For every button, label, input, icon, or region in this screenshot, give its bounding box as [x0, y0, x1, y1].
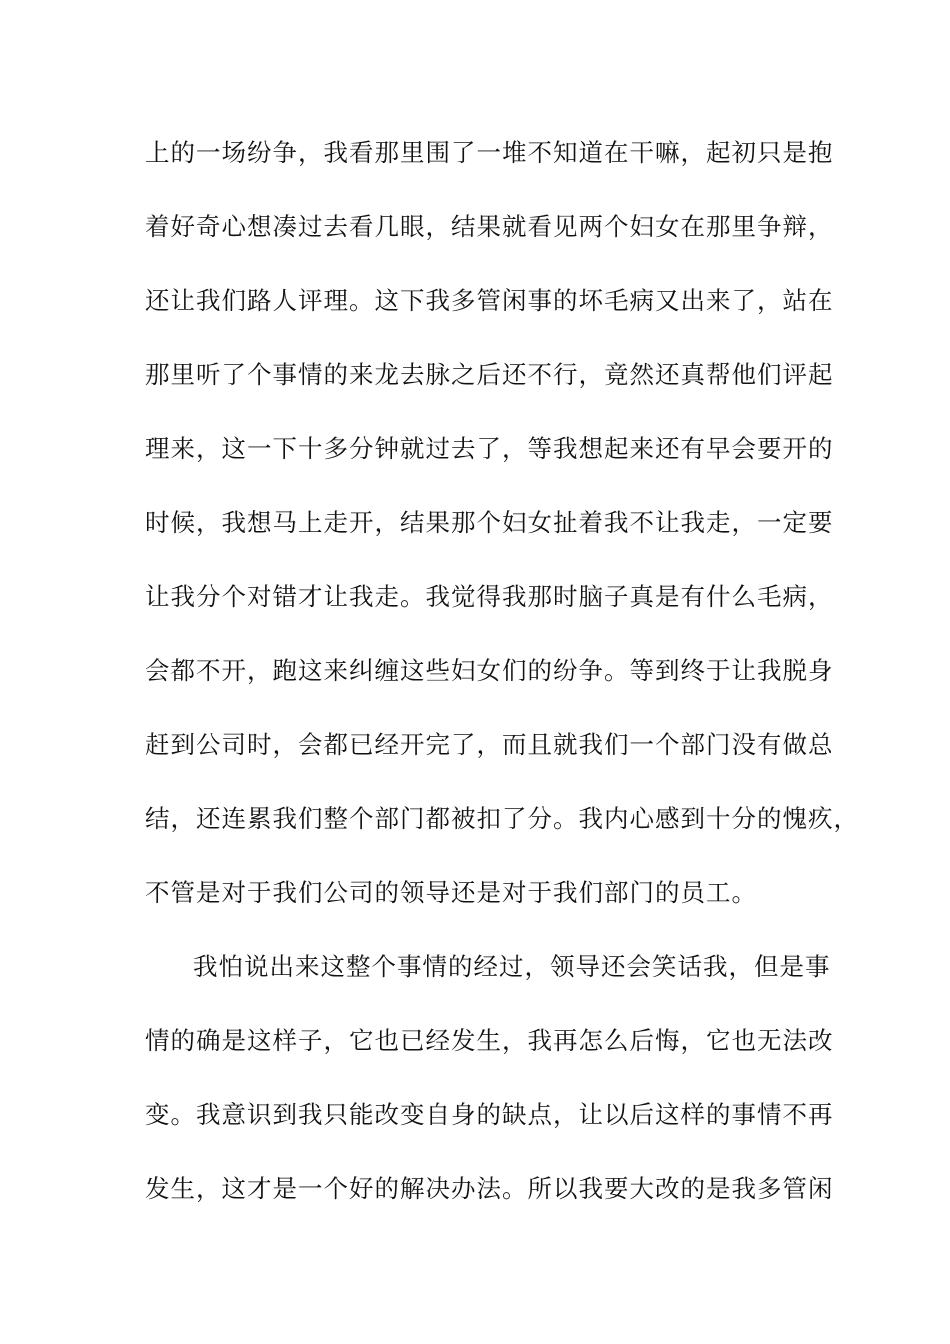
text-line: 让我分个对错才让我走。我觉得我那时脑子真是有什么毛病，: [145, 582, 834, 611]
text-line: 还让我们路人评理。这下我多管闲事的坏毛病又出来了，站在: [145, 286, 834, 315]
text-line: 会都不开，跑这来纠缠这些妇女们的纷争。等到终于让我脱身: [145, 656, 834, 685]
paragraph-first-line: 我怕说出来这整个事情的经过，领导还会笑话我，但是事: [193, 952, 831, 981]
text-line: 上的一场纷争，我看那里围了一堆不知道在干嘛，起初只是抱: [145, 138, 834, 167]
text-line: 着好奇心想凑过去看几眼，结果就看见两个妇女在那里争辩，: [145, 212, 834, 241]
text-line: 理来，这一下十多分钟就过去了，等我想起来还有早会要开的: [145, 434, 834, 463]
text-line: 赶到公司时，会都已经开完了，而且就我们一个部门没有做总: [145, 730, 834, 759]
text-line: 变。我意识到我只能改变自身的缺点，让以后这样的事情不再: [145, 1100, 834, 1129]
text-line: 结，还连累我们整个部门都被扣了分。我内心感到十分的愧疚，: [145, 804, 859, 833]
text-line: 情的确是这样子，它也已经发生，我再怎么后悔，它也无法改: [145, 1026, 834, 1055]
text-line: 那里听了个事情的来龙去脉之后还不行，竟然还真帮他们评起: [145, 360, 834, 389]
text-line: 不管是对于我们公司的领导还是对于我们部门的员工。: [145, 878, 757, 907]
text-line: 发生，这才是一个好的解决办法。所以我要大改的是我多管闲: [145, 1174, 834, 1203]
text-line: 时候，我想马上走开，结果那个妇女扯着我不让我走，一定要: [145, 508, 834, 537]
